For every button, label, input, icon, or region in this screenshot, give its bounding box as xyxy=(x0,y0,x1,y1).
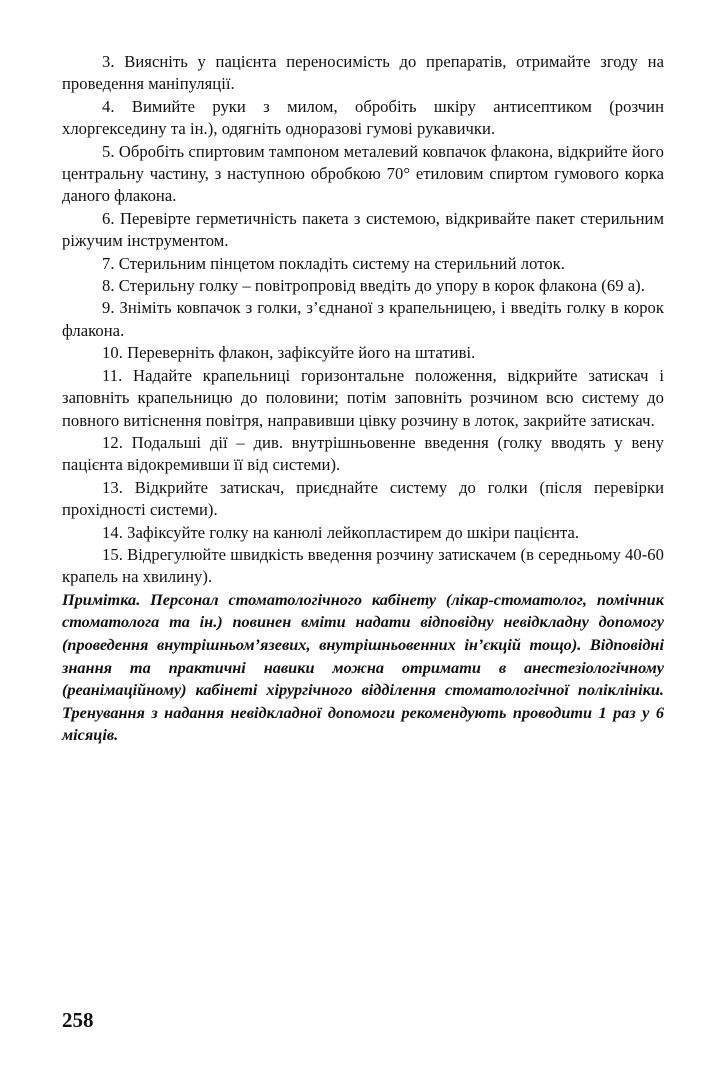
step-3: 3. Виясніть у пацієнта переносимість до препаратів, отримайте згоду на проведення маніпуляції. xyxy=(62,52,664,94)
note-paragraph xyxy=(62,589,664,747)
step-14: 14. Зафіксуйте голку на канюлі лейкопластирем до шкіри пацієнта. xyxy=(102,522,580,542)
page-body xyxy=(62,51,664,747)
page-number: 258 xyxy=(62,1008,94,1032)
step-5: 5. Обробіть спиртовим тампоном металевий ковпачок флакона, відкрийте його центральну частину, з наступною обробкою 70° етиловим спиртом гумового корка даного флакона. xyxy=(62,141,664,206)
step-7: 7. Стерильним пінцетом покладіть систему на стерильний лоток. xyxy=(102,253,565,273)
step-13: 13. Відкрийте затискач, приєднайте систему до голки (після перевірки прохідності системи). xyxy=(62,477,664,520)
step-12: 12. Подальші дії – див. внутрішньовенне введення (голку вводять у вену пацієнта відокремивши її від системи). xyxy=(62,432,664,475)
step-4: 4. Вимийте руки з милом, обробіть шкіру антисептиком (розчин хлоргекседину та ін.), одягніть одноразові гумові рукавички. xyxy=(62,96,664,139)
note-label: Примітка. xyxy=(62,589,141,609)
step-8: 8. Стерильну голку – повітропровід введіть до упору в корок флакона (69 а). xyxy=(102,276,645,296)
step-6: 6. Перевірте герметичність пакета з системою, відкривайте пакет стерильним ріжучим інструментом. xyxy=(62,208,664,251)
step-10: 10. Переверніть флакон, зафіксуйте його на штативі. xyxy=(102,343,476,363)
step-15: 15. Відрегулюйте швидкість введення розчину затискачем (в середньому 40-60 крапель на хвилину). xyxy=(62,544,664,587)
step-9: 9. Зніміть ковпачок з голки, з’єднаної з крапельницею, і введіть голку в корок флакона. xyxy=(62,298,664,340)
note-text: Персонал стоматологічного кабінету (лікар-стоматолог, помічник стоматолога та ін.) повинен вміти надати відповідну невідкладну допомогу (проведення внутрішньом’язевих, внутрішньовенних ін’єкцій тощо). Відповідні знання та практичні навики можна отримати в анестезіологічному (реанімаційному) кабінеті хірургічного відділення стоматологічної поліклініки. Тренування з надання невідкладної допомоги рекомендують проводити 1 раз у 6 місяців. xyxy=(62,589,664,745)
step-11: 11. Надайте крапельниці горизонтальне положення, відкрийте затискач і заповніть крапельницю до половини; потім заповніть розчином всю систему до повного витіснення повітря, направивши цівку розчину в лоток, закрийте затискач. xyxy=(62,365,664,430)
